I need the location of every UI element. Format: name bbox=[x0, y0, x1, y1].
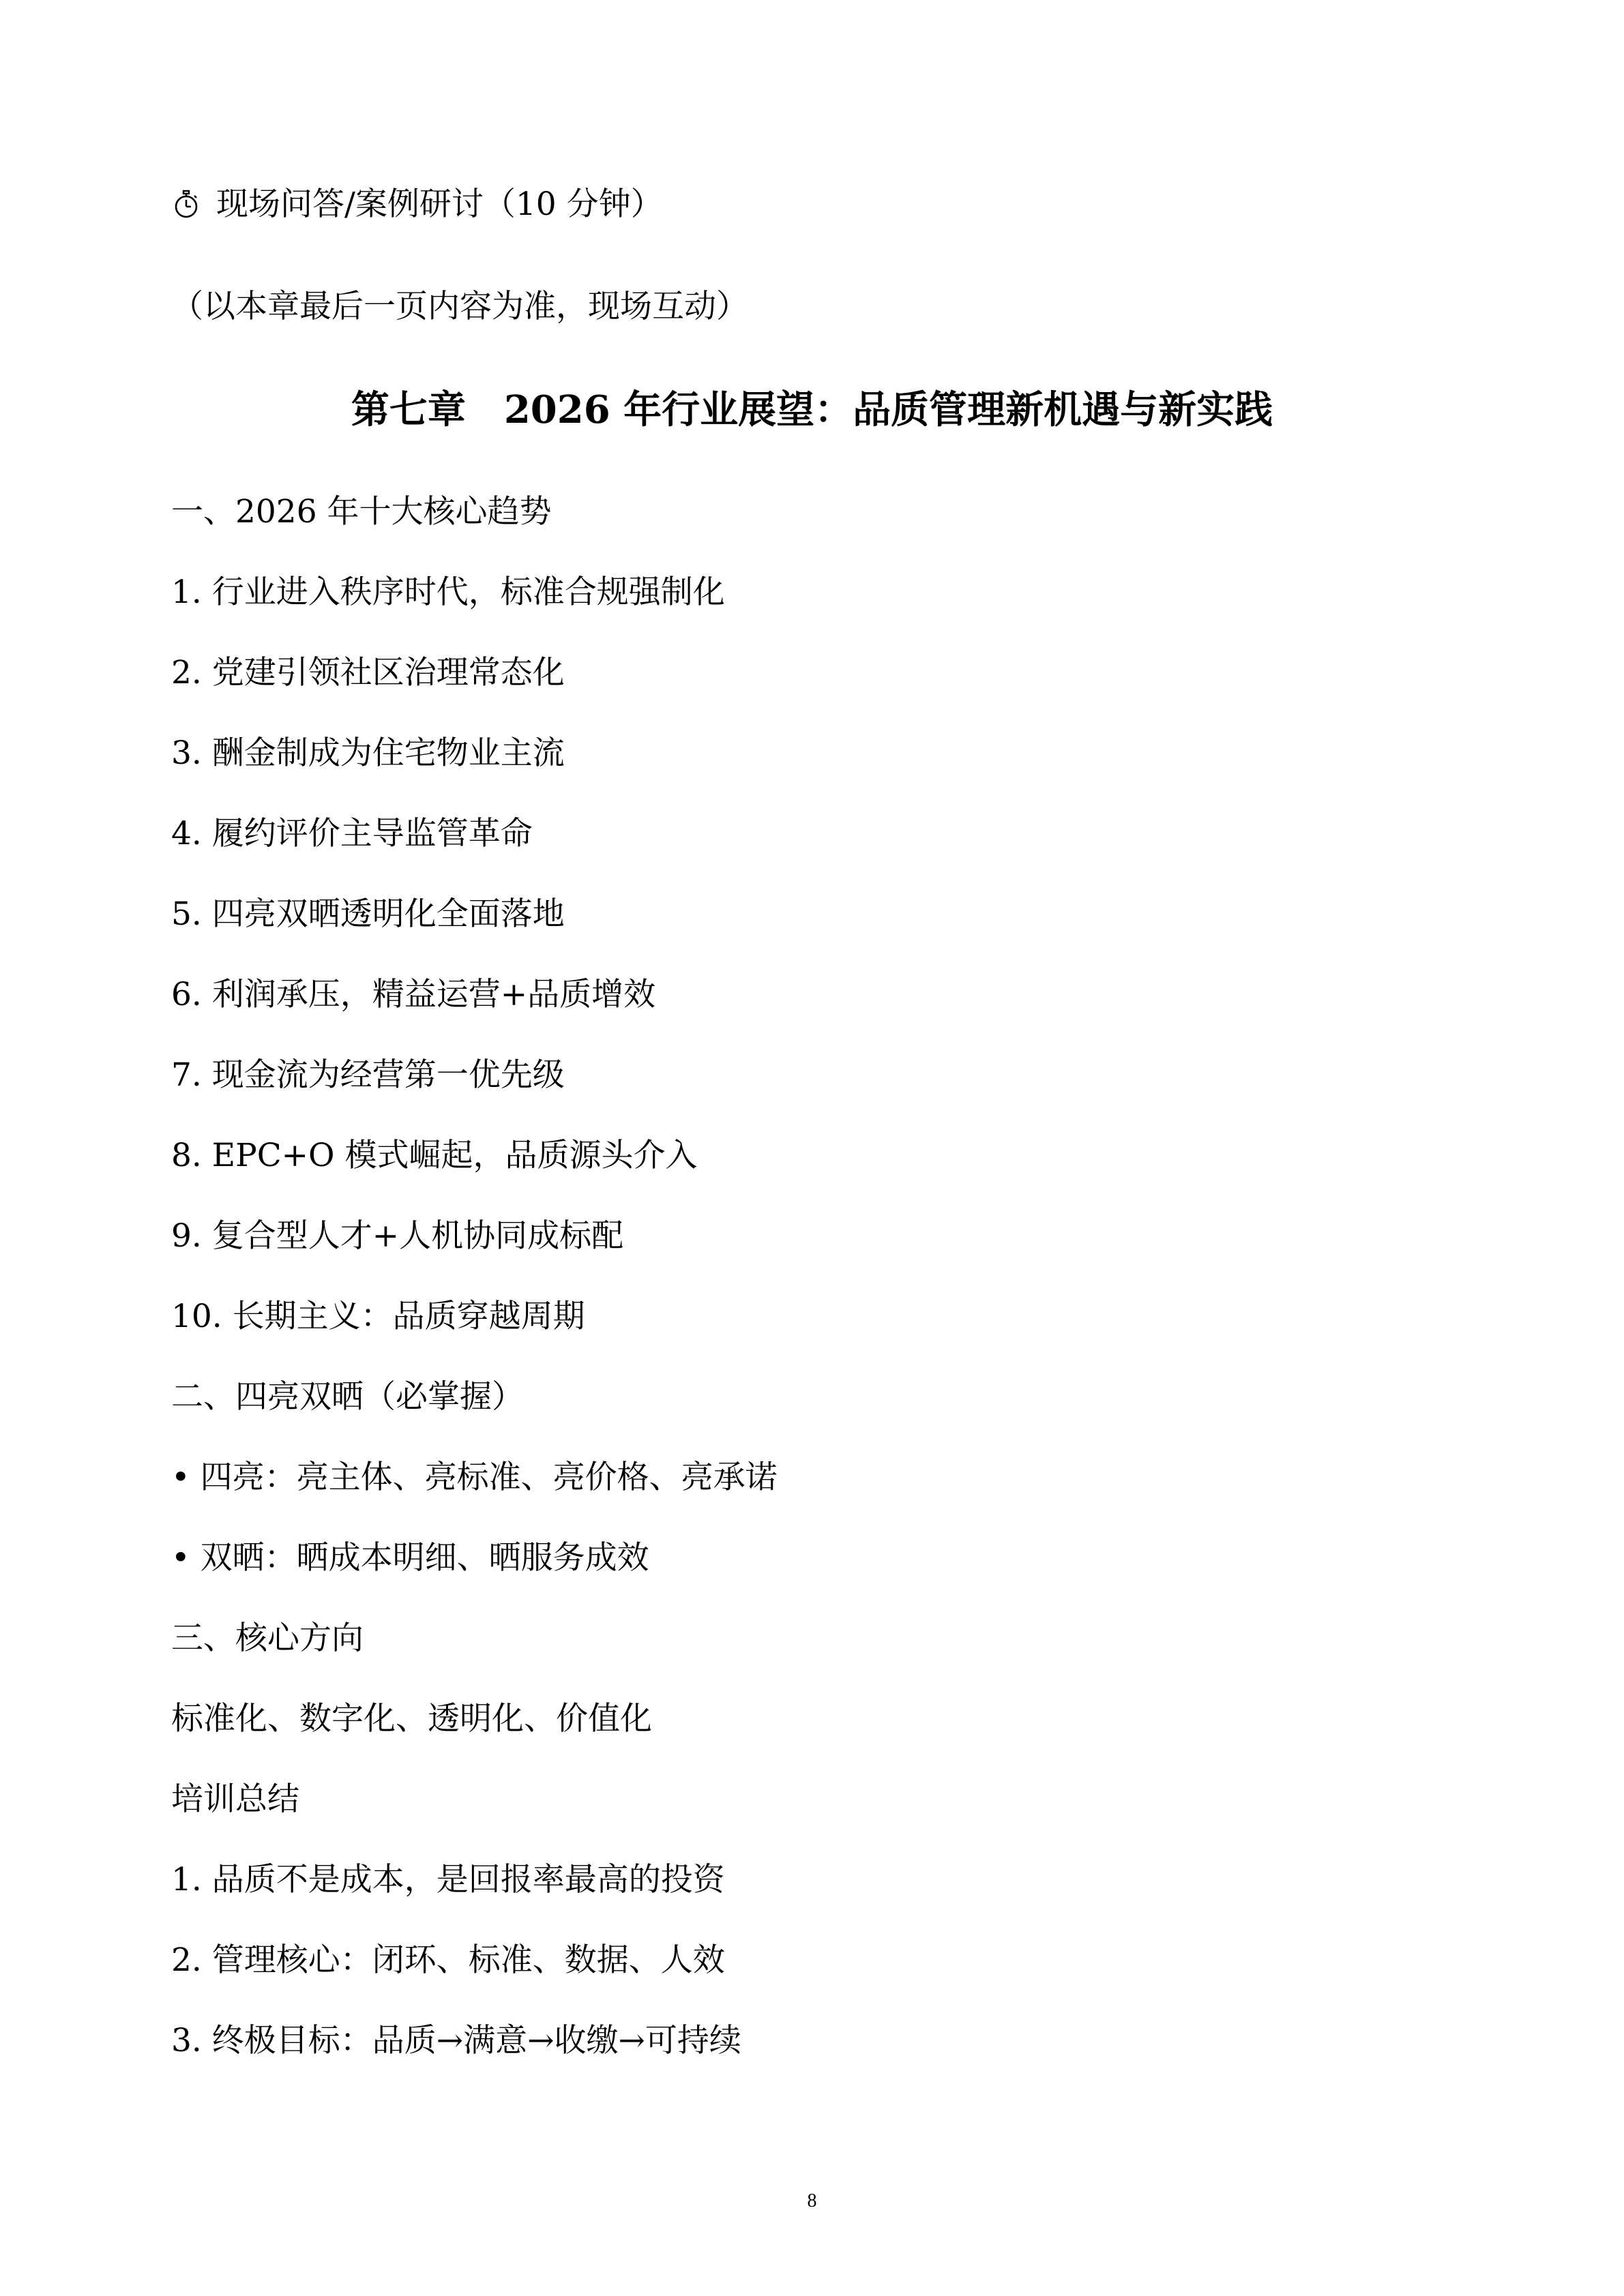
trends-heading: 一、2026 年十大核心趋势 bbox=[171, 493, 552, 531]
list-item: 10. 长期主义：品质穿越周期 bbox=[171, 1298, 585, 1335]
bullet-item: • 双晒：晒成本明细、晒服务成效 bbox=[171, 1539, 649, 1577]
page-number: 8 bbox=[807, 2190, 817, 2211]
list-item: 2. 党建引领社区治理常态化 bbox=[171, 654, 565, 691]
stopwatch-icon bbox=[171, 190, 201, 220]
core-direction-heading: 三、核心方向 bbox=[171, 1620, 364, 1657]
list-item: 3. 终极目标：品质→满意→收缴→可持续 bbox=[171, 2022, 741, 2059]
list-item: 9. 复合型人才+人机协同成标配 bbox=[171, 1217, 624, 1255]
core-direction-text: 标准化、数字化、透明化、价值化 bbox=[171, 1700, 652, 1738]
bullet-item: • 四亮：亮主体、亮标准、亮价格、亮承诺 bbox=[171, 1459, 778, 1496]
list-item: 2. 管理核心：闭环、标准、数据、人效 bbox=[171, 1941, 725, 1979]
list-item: 4. 履约评价主导监管革命 bbox=[171, 815, 533, 852]
chapter-content bbox=[171, 472, 1467, 2081]
qa-session-line bbox=[171, 164, 663, 245]
list-item: 1. 行业进入秩序时代，标准合规强制化 bbox=[171, 573, 725, 611]
list-item: 6. 利润承压，精益运营+品质增效 bbox=[171, 976, 656, 1013]
list-item: 5. 四亮双晒透明化全面落地 bbox=[171, 895, 565, 933]
list-item: 8. EPC+O 模式崛起，品质源头介入 bbox=[171, 1137, 698, 1174]
list-item: 7. 现金流为经营第一优先级 bbox=[171, 1056, 565, 1094]
chapter-title: 第七章 2026 年行业展望：品质管理新机遇与新实践 bbox=[351, 387, 1273, 432]
summary-heading: 培训总结 bbox=[171, 1780, 299, 1818]
list-item: 3. 酬金制成为住宅物业主流 bbox=[171, 734, 565, 772]
list-item: 1. 品质不是成本，是回报率最高的投资 bbox=[171, 1861, 725, 1898]
qa-session-label: 现场问答/案例研讨（10 分钟） bbox=[216, 185, 663, 223]
interaction-note: （以本章最后一页内容为准，现场互动） bbox=[171, 288, 748, 325]
four-bright-heading: 二、四亮双晒（必掌握） bbox=[171, 1378, 524, 1416]
